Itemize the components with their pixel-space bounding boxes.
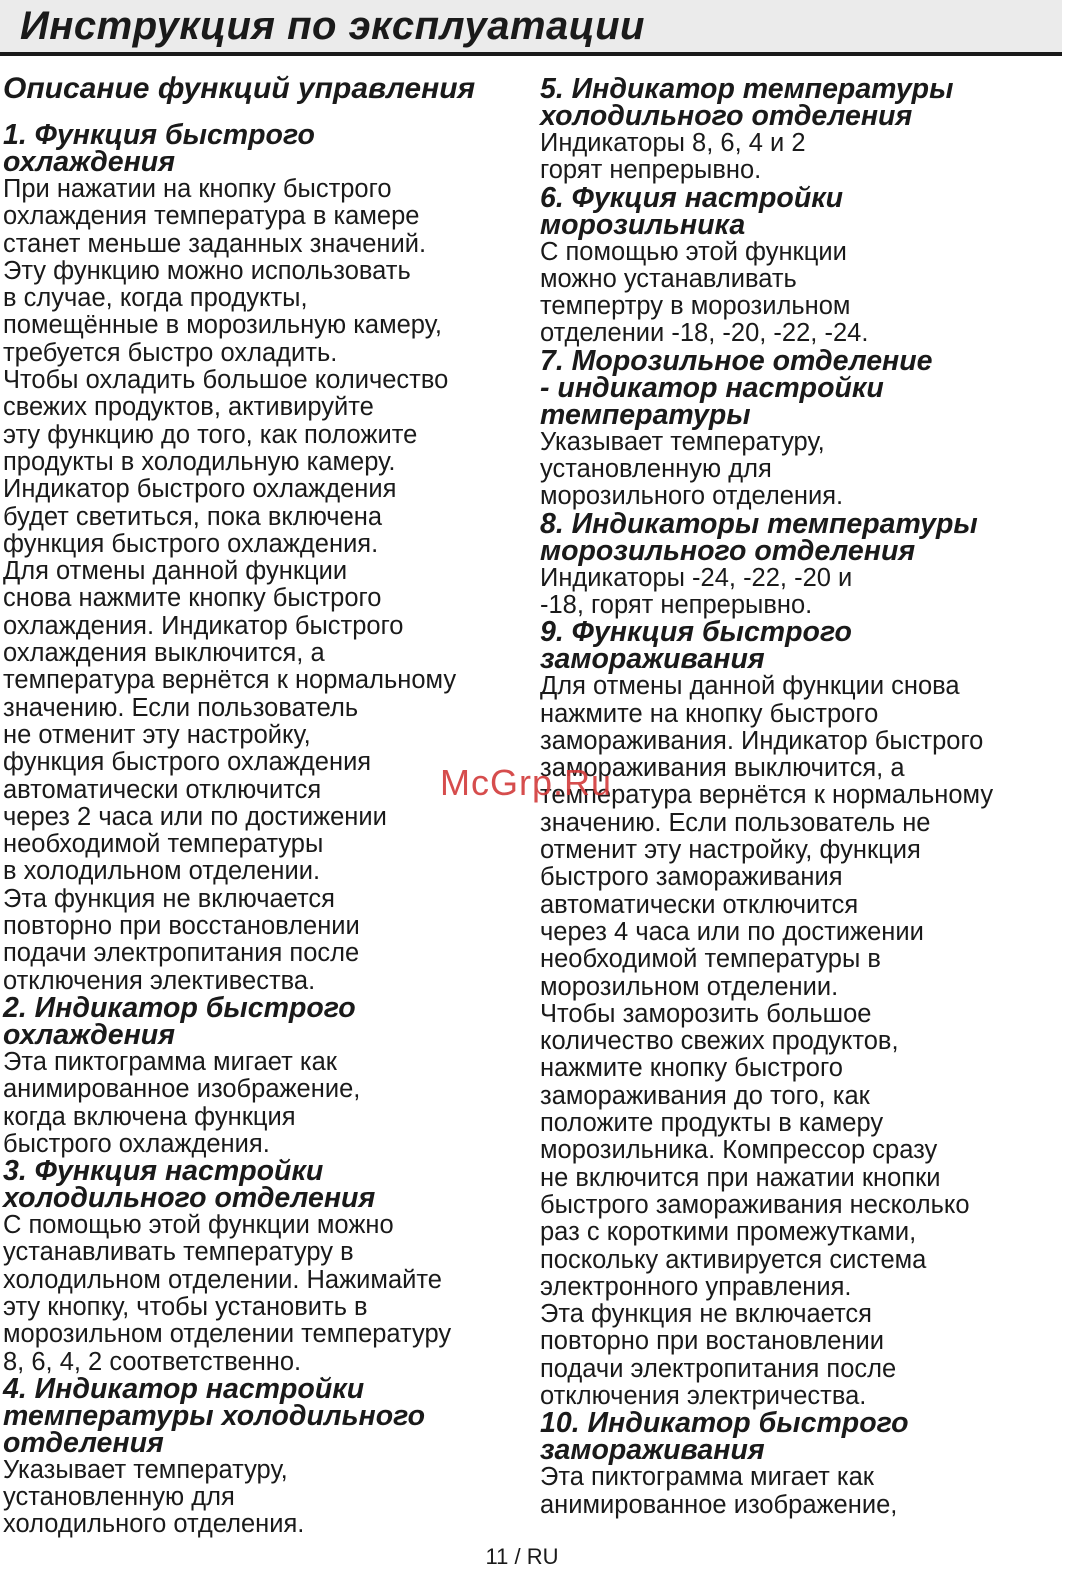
section-fridge-temp-indicators	[540, 73, 1068, 185]
section-title: 4. Индикатор настройки температуры холодильного отделения	[3, 1372, 426, 1459]
section-fridge-setting-indicator	[3, 1372, 531, 1539]
section-body: Эта пиктограмма мигает как анимированное изображение, когда включена функция быстрого охлаждения.	[3, 1047, 361, 1158]
section-quick-freeze	[540, 616, 1068, 1410]
section-quick-cool-indicator	[3, 991, 531, 1158]
section-body: С помощью этой функции можно устанавливать температуру в холодильном отделении. Нажимайте эту кнопку, чтобы установить в морозильном отделении температуру 8, 6, 4, 2 соответственно.	[3, 1211, 452, 1376]
section-title: 9. Функция быстрого замораживания	[540, 616, 852, 676]
left-column	[3, 72, 531, 1539]
section-freezer-setting	[540, 181, 1068, 348]
right-column	[540, 73, 1068, 1519]
section-body: Для отмены данной функции снова нажмите на кнопку быстрого замораживания. Индикатор быстрого замораживания выключится, а температура вернётся к нормальному значению. Если пользователь не отменит эту настройку, функция быстрого замораживания автоматически отключится через 4 часа или по достижении необходимой температуры в морозильном отделении. Чтобы заморозить большое количество свежих продуктов, нажмите кнопку быстрого замораживания до того, как положите продукты в камеру морозильника. Компрессор сразу не включится при нажатии кнопки быстрого замораживания несколько раз с короткими промежутками, поскольку активируется система электронного управления. Эта функция не включается повторно при востановлении подачи электропитания после отключения электричества.	[540, 672, 994, 1410]
section-title: 7. Морозильное отделение - индикатор настройки температуры	[540, 344, 933, 431]
page-number: 11 / RU	[485, 1544, 559, 1569]
section-body: Указывает температуру, установленную для холодильного отделения.	[3, 1455, 305, 1539]
section-title: 10. Индикатор быстрого замораживания	[540, 1407, 909, 1467]
section-quick-cool	[3, 119, 531, 995]
section-freezer-temp-indicators	[540, 507, 1068, 620]
section-body: Эта пиктограмма мигает как анимированное изображение,	[540, 1463, 898, 1519]
section-quick-freeze-indicator	[540, 1407, 1068, 1519]
controls-heading: Описание функций управления	[3, 72, 476, 105]
section-body: Индикаторы -24, -22, -20 и -18, горят непрерывно.	[540, 563, 853, 619]
section-title: 5. Индикатор температуры холодильного отделения	[540, 73, 954, 132]
section-title: 1. Функция быстрого охлаждения	[3, 119, 315, 178]
section-freezer-setting-indicator	[540, 344, 1068, 511]
section-body: При нажатии на кнопку быстрого охлаждения температура в камере станет меньше заданных значений. Эту функцию можно использовать в случае, когда продукты, помещённые в морозильную камеру, требуется быстро охладить. Чтобы охладить большое количество свежих продуктов, активируйте эту функцию до того, как положите продукты в холодильную камеру. Индикатор быстрого охлаждения будет светиться, пока включена функция быстрого охлаждения. Для отмены данной функции снова нажмите кнопку быстрого охлаждения. Индикатор быстрого охлаждения выключится, а температура вернётся к нормальному значению. Если пользователь не отменит эту настройку, функция быстрого охлаждения автоматически отключится через 2 часа или по достижении необходимой температуры в холодильном отделении. Эта функция не включается повторно при восстановлении подачи электропитания после отключения элективества.	[3, 175, 457, 995]
section-body: С помощью этой функции можно устанавливать темпертру в морозильном отделении -18, -20, -22, -24.	[540, 237, 869, 348]
page-title: Инструкция по эксплуатации	[20, 4, 645, 48]
page-header	[0, 0, 1062, 56]
section-title: 6. Фукция настройки морозильника	[540, 181, 844, 241]
section-fridge-setting	[3, 1155, 531, 1376]
section-title: 3. Функция настройки холодильного отделения	[3, 1155, 376, 1215]
section-title: 2. Индикатор быстрого охлаждения	[3, 991, 356, 1051]
watermark: McGrp.Ru	[440, 762, 613, 803]
section-title: 8. Индикаторы температуры морозильного отделения	[540, 507, 978, 567]
section-body: Указывает температуру, установленную для морозильного отделения.	[540, 427, 844, 511]
section-body: Индикаторы 8, 6, 4 и 2 горят непрерывно.	[540, 129, 806, 185]
